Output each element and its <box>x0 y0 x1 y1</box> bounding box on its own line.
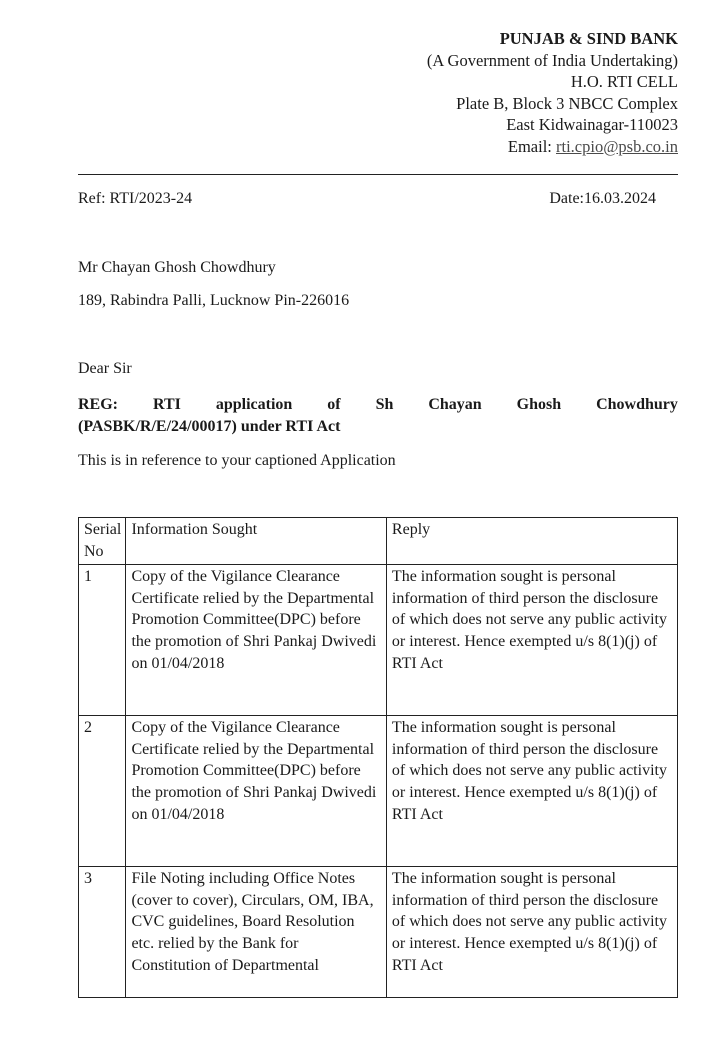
table-row <box>79 565 678 716</box>
header-serial: Serial No <box>79 518 126 565</box>
address-line1: Plate B, Block 3 NBCC Complex <box>456 93 678 113</box>
row-information: Copy of the Vigilance Clearance Certificate relied by the Departmental Promotion Committee(DPC) before the promotion of Shri Pankaj Dwivedi on 01/04/2018 <box>126 716 386 867</box>
subject-word: of <box>327 396 341 413</box>
recipient-address: 189, Rabindra Palli, Lucknow Pin-226016 <box>78 292 350 309</box>
header-information: Information Sought <box>126 518 386 565</box>
salutation: Dear Sir <box>78 360 132 377</box>
intro-text: This is in reference to your captioned Application <box>78 452 396 469</box>
subject-word: REG: <box>78 396 118 413</box>
row-information: Copy of the Vigilance Clearance Certificate relied by the Departmental Promotion Committee(DPC) before the promotion of Shri Pankaj Dwivedi on 01/04/2018 <box>126 565 386 716</box>
rti-cell: H.O. RTI CELL <box>570 72 678 91</box>
row-reply: The information sought is personal information of third person the disclosure of which does not serve any public activity or interest. Hence exempted u/s 8(1)(j) of RTI Act <box>386 565 677 716</box>
subject-word: Chayan <box>428 396 482 413</box>
reference-number: Ref: RTI/2023-24 <box>78 190 193 207</box>
header-reply: Reply <box>386 518 677 565</box>
row-information: File Noting including Office Notes (cover to cover), Circulars, OM, IBA, CVC guidelines, Board Resolution etc. relied by the Bank for Constitution of Departmental <box>126 867 386 998</box>
recipient-name: Mr Chayan Ghosh Chowdhury <box>78 259 276 276</box>
subject-word: Sh <box>375 396 394 413</box>
letterhead <box>427 28 678 157</box>
table-row <box>79 867 678 998</box>
row-serial: 3 <box>79 867 126 998</box>
email-line <box>427 136 678 158</box>
row-reply: The information sought is personal information of third person the disclosure of which does not serve any public activity or interest. Hence exempted u/s 8(1)(j) of RTI Act <box>386 867 677 998</box>
subject-line2: (PASBK/R/E/24/00017) under RTI Act <box>78 418 341 435</box>
subject-word: Chowdhury <box>596 396 678 413</box>
table-header-row <box>79 518 678 565</box>
bank-subtitle: (A Government of India Undertaking) <box>426 50 678 70</box>
row-serial: 1 <box>79 565 126 716</box>
rti-table <box>78 517 678 998</box>
header-divider <box>78 174 678 175</box>
subject <box>78 394 678 438</box>
email-label: Email: <box>507 136 557 156</box>
subject-word: RTI <box>152 396 181 413</box>
row-reply: The information sought is personal information of third person the disclosure of which does not serve any public activity or interest. Hence exempted u/s 8(1)(j) of RTI Act <box>386 716 677 867</box>
subject-word: application <box>215 396 293 413</box>
subject-word: Ghosh <box>516 396 562 413</box>
email-link[interactable]: rti.cpio@psb.co.in <box>556 136 678 156</box>
bank-name: PUNJAB & SIND BANK <box>499 29 678 48</box>
row-serial: 2 <box>79 716 126 867</box>
address-line2: East Kidwainagar-110023 <box>506 115 678 134</box>
table-row <box>79 716 678 867</box>
subject-line1 <box>78 394 678 416</box>
letter-date: Date:16.03.2024 <box>549 190 656 207</box>
